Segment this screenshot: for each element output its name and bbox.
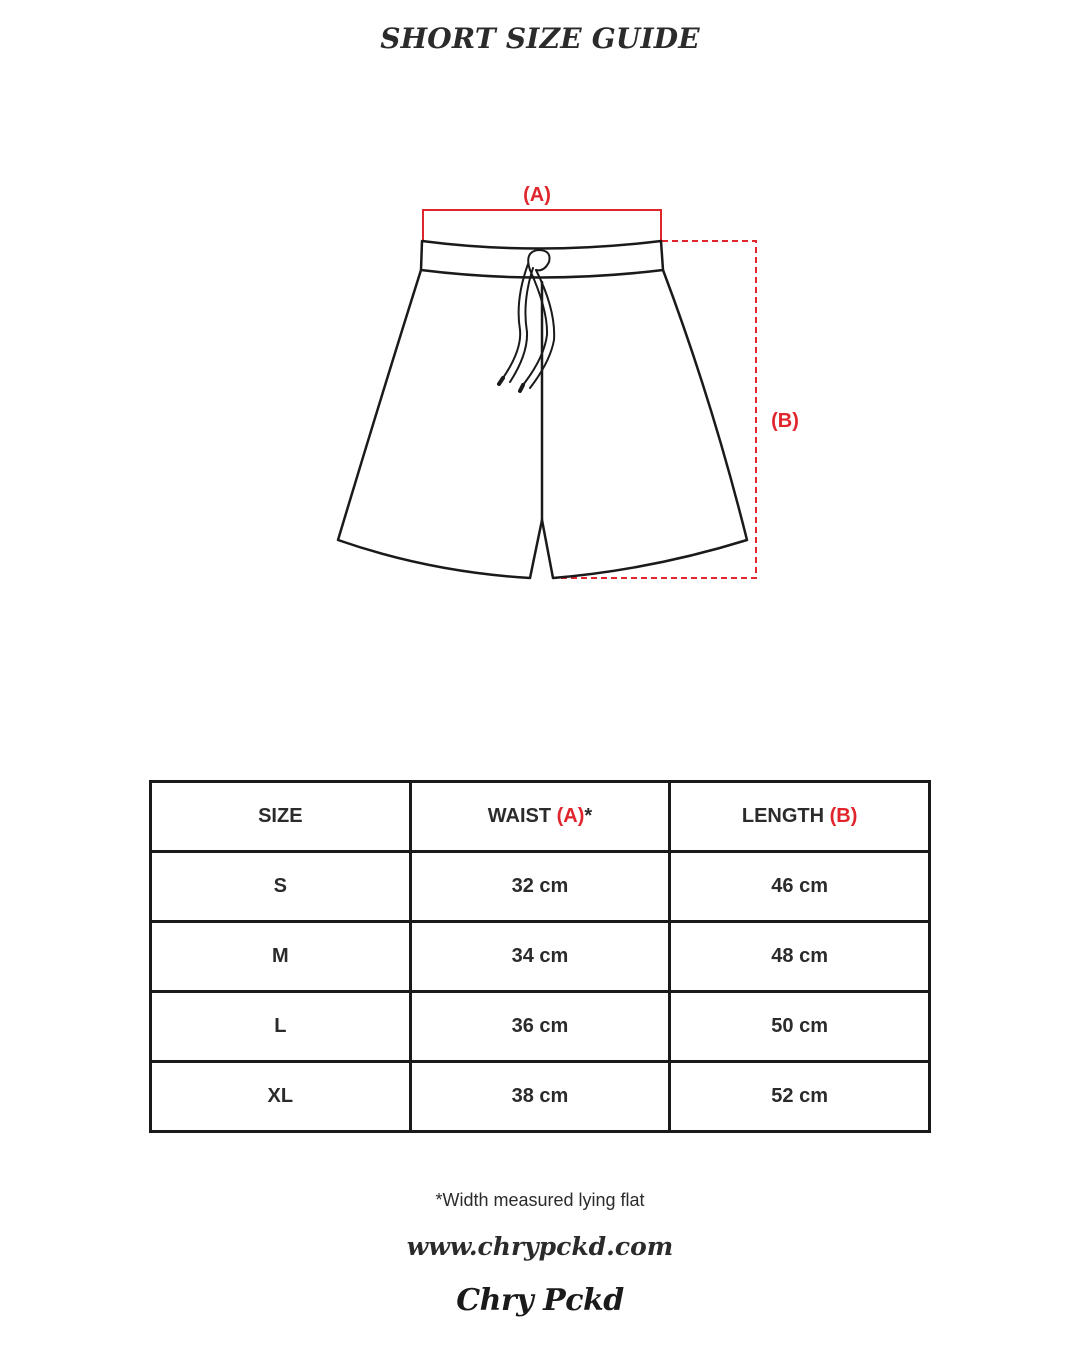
label-b: (B) (771, 410, 799, 432)
cell-length: 52 cm (670, 1062, 930, 1132)
waist-measurement-line (423, 210, 661, 240)
cell-size: L (151, 992, 411, 1062)
footnote: *Width measured lying flat (435, 1190, 645, 1210)
cell-length: 50 cm (670, 992, 930, 1062)
cell-size: M (151, 922, 411, 992)
cell-waist: 36 cm (410, 992, 670, 1062)
cell-waist: 32 cm (410, 852, 670, 922)
length-measurement-line (553, 241, 756, 578)
cell-length: 48 cm (670, 922, 930, 992)
table-row (151, 992, 930, 1062)
table-row (151, 1062, 930, 1132)
label-a: (A) (523, 184, 551, 206)
drawstring (499, 250, 554, 391)
shorts-outline (338, 241, 747, 578)
cell-size: XL (151, 1062, 411, 1132)
table-header-row (151, 782, 930, 852)
size-table (149, 780, 931, 1133)
header-size: SIZE (151, 782, 411, 852)
table-row (151, 852, 930, 922)
cell-waist: 38 cm (410, 1062, 670, 1132)
cell-waist: 34 cm (410, 922, 670, 992)
header-length: LENGTH (B) (670, 782, 930, 852)
header-waist: WAIST (A)* (410, 782, 670, 852)
brand-logo: Chry Pckd (456, 1283, 624, 1318)
page-title: SHORT SIZE GUIDE (380, 22, 700, 55)
cell-length: 46 cm (670, 852, 930, 922)
website-url: www.chrypckd.com (406, 1232, 674, 1261)
table-row (151, 922, 930, 992)
cell-size: S (151, 852, 411, 922)
